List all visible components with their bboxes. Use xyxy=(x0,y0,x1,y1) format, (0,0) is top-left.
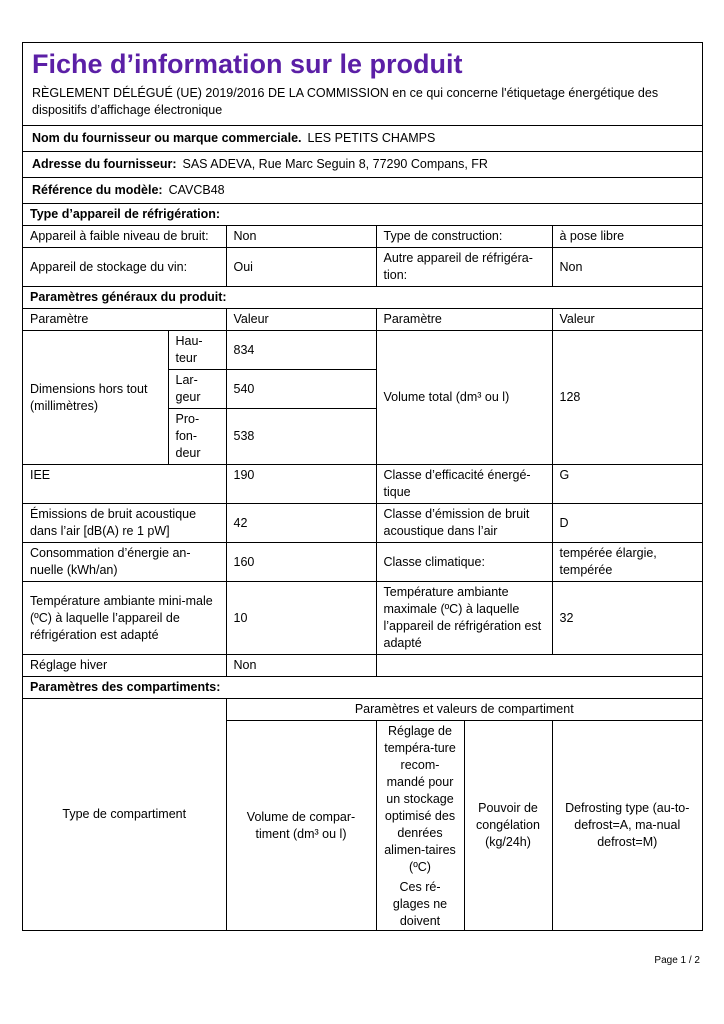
column-header-parameter: Paramètre xyxy=(23,309,226,331)
compartment-parameters-heading: Paramètres des compartiments: xyxy=(23,677,702,699)
min-ambient-temp-label: Température ambiante mini-male (ºC) à laquelle l’appareil de réfrigération est adapté xyxy=(23,582,226,655)
max-ambient-temp-label: Température ambiante maximale (ºC) à laquelle l’appareil de réfrigération est adapté xyxy=(376,582,552,655)
energy-consumption-label: Consommation d’énergie an-nuelle (kWh/an) xyxy=(23,543,226,582)
height-label: Hau-teur xyxy=(168,331,226,370)
other-appliance-label: Autre appareil de réfrigéra-tion: xyxy=(376,248,552,287)
iee-value: 190 xyxy=(226,465,376,504)
low-noise-label: Appareil à faible niveau de bruit: xyxy=(23,226,226,248)
energy-consumption-row xyxy=(23,543,702,582)
column-header-parameter-2: Paramètre xyxy=(376,309,552,331)
supplier-address-value: SAS ADEVA, Rue Marc Seguin 8, 77290 Compans, FR xyxy=(182,157,488,171)
product-information-sheet xyxy=(22,42,703,931)
width-value: 540 xyxy=(226,370,376,409)
model-reference-label: Référence du modèle: xyxy=(32,183,163,197)
ambient-temperature-row xyxy=(23,582,702,655)
noise-row xyxy=(23,504,702,543)
compartment-group-header-row xyxy=(23,699,702,721)
compartment-type-label: Type de compartiment xyxy=(23,699,226,931)
page-title: Fiche d’information sur le produit xyxy=(32,49,463,79)
defrosting-type-label: Defrosting type (au-to-defrost=A, ma-nual defrost=M) xyxy=(552,721,702,931)
total-volume-value: 128 xyxy=(552,331,702,465)
min-ambient-temp-value: 10 xyxy=(226,582,376,655)
energy-class-label: Classe d’efficacité énergé-tique xyxy=(376,465,552,504)
winter-setting-label: Réglage hiver xyxy=(23,655,226,677)
max-ambient-temp-value: 32 xyxy=(552,582,702,655)
iee-row xyxy=(23,465,702,504)
height-value: 834 xyxy=(226,331,376,370)
noise-class-label: Classe d’émission de bruit acoustique dans l’air xyxy=(376,504,552,543)
column-header-value-2: Valeur xyxy=(552,309,702,331)
noise-emission-label: Émissions de bruit acoustique dans l’air [dB(A) re 1 pW] xyxy=(23,504,226,543)
general-parameters-heading-row xyxy=(23,287,702,309)
width-label: Lar-geur xyxy=(168,370,226,409)
depth-label: Pro-fon-deur xyxy=(168,409,226,465)
supplier-address-label: Adresse du fournisseur: xyxy=(32,157,177,171)
supplier-name-value: LES PETITS CHAMPS xyxy=(307,131,436,145)
general-parameters-heading: Paramètres généraux du produit: xyxy=(23,287,702,309)
product-parameters-table xyxy=(23,204,702,931)
general-column-header-row xyxy=(23,309,702,331)
model-reference-row xyxy=(23,178,702,204)
wine-storage-row xyxy=(23,248,702,287)
low-noise-row xyxy=(23,226,702,248)
model-reference-value: CAVCB48 xyxy=(168,183,225,197)
other-appliance-value: Non xyxy=(552,248,702,287)
dimension-height-row xyxy=(23,331,702,370)
construction-type-value: à pose libre xyxy=(552,226,702,248)
supplier-name-label: Nom du fournisseur ou marque commerciale. xyxy=(32,131,302,145)
recommended-temperature-note: Ces ré-glages ne doivent xyxy=(392,880,448,928)
regulation-subtitle: RÈGLEMENT DÉLÉGUÉ (UE) 2019/2016 DE LA COMMISSION en ce qui concerne l'étiquetage énergétique des dispositifs d’affichage électronique xyxy=(32,86,659,117)
noise-class-value: D xyxy=(552,504,702,543)
wine-storage-label: Appareil de stockage du vin: xyxy=(23,248,226,287)
compartment-volume-label: Volume de compar-timent (dm³ ou l) xyxy=(226,721,376,931)
iee-label: IEE xyxy=(23,465,226,504)
column-header-value: Valeur xyxy=(226,309,376,331)
construction-type-label: Type de construction: xyxy=(376,226,552,248)
noise-emission-value: 42 xyxy=(226,504,376,543)
energy-class-value: G xyxy=(552,465,702,504)
compartment-group-header: Paramètres et valeurs de compartiment xyxy=(226,699,702,721)
winter-setting-value: Non xyxy=(226,655,376,677)
page-number: Page 1 / 2 xyxy=(654,955,700,966)
title-block xyxy=(23,43,702,126)
total-volume-label: Volume total (dm³ ou l) xyxy=(376,331,552,465)
supplier-address-row xyxy=(23,152,702,178)
appliance-type-heading-row xyxy=(23,204,702,226)
freezing-capacity-label: Pouvoir de congélation (kg/24h) xyxy=(464,721,552,931)
climate-class-label: Classe climatique: xyxy=(376,543,552,582)
supplier-name-row xyxy=(23,126,702,152)
compartment-parameters-heading-row xyxy=(23,677,702,699)
winter-setting-empty-cell xyxy=(376,655,702,677)
recommended-temperature-cell xyxy=(376,721,464,931)
winter-setting-row xyxy=(23,655,702,677)
wine-storage-value: Oui xyxy=(226,248,376,287)
energy-consumption-value: 160 xyxy=(226,543,376,582)
depth-value: 538 xyxy=(226,409,376,465)
appliance-type-heading: Type d’appareil de réfrigération: xyxy=(23,204,702,226)
climate-class-value: tempérée élargie, tempérée xyxy=(552,543,702,582)
recommended-temperature-label: Réglage de tempéra-ture recom-mandé pour un stockage optimisé des denrées alimen-taires (ºC) xyxy=(384,724,456,874)
dimensions-label: Dimensions hors tout (millimètres) xyxy=(23,331,168,465)
low-noise-value: Non xyxy=(226,226,376,248)
